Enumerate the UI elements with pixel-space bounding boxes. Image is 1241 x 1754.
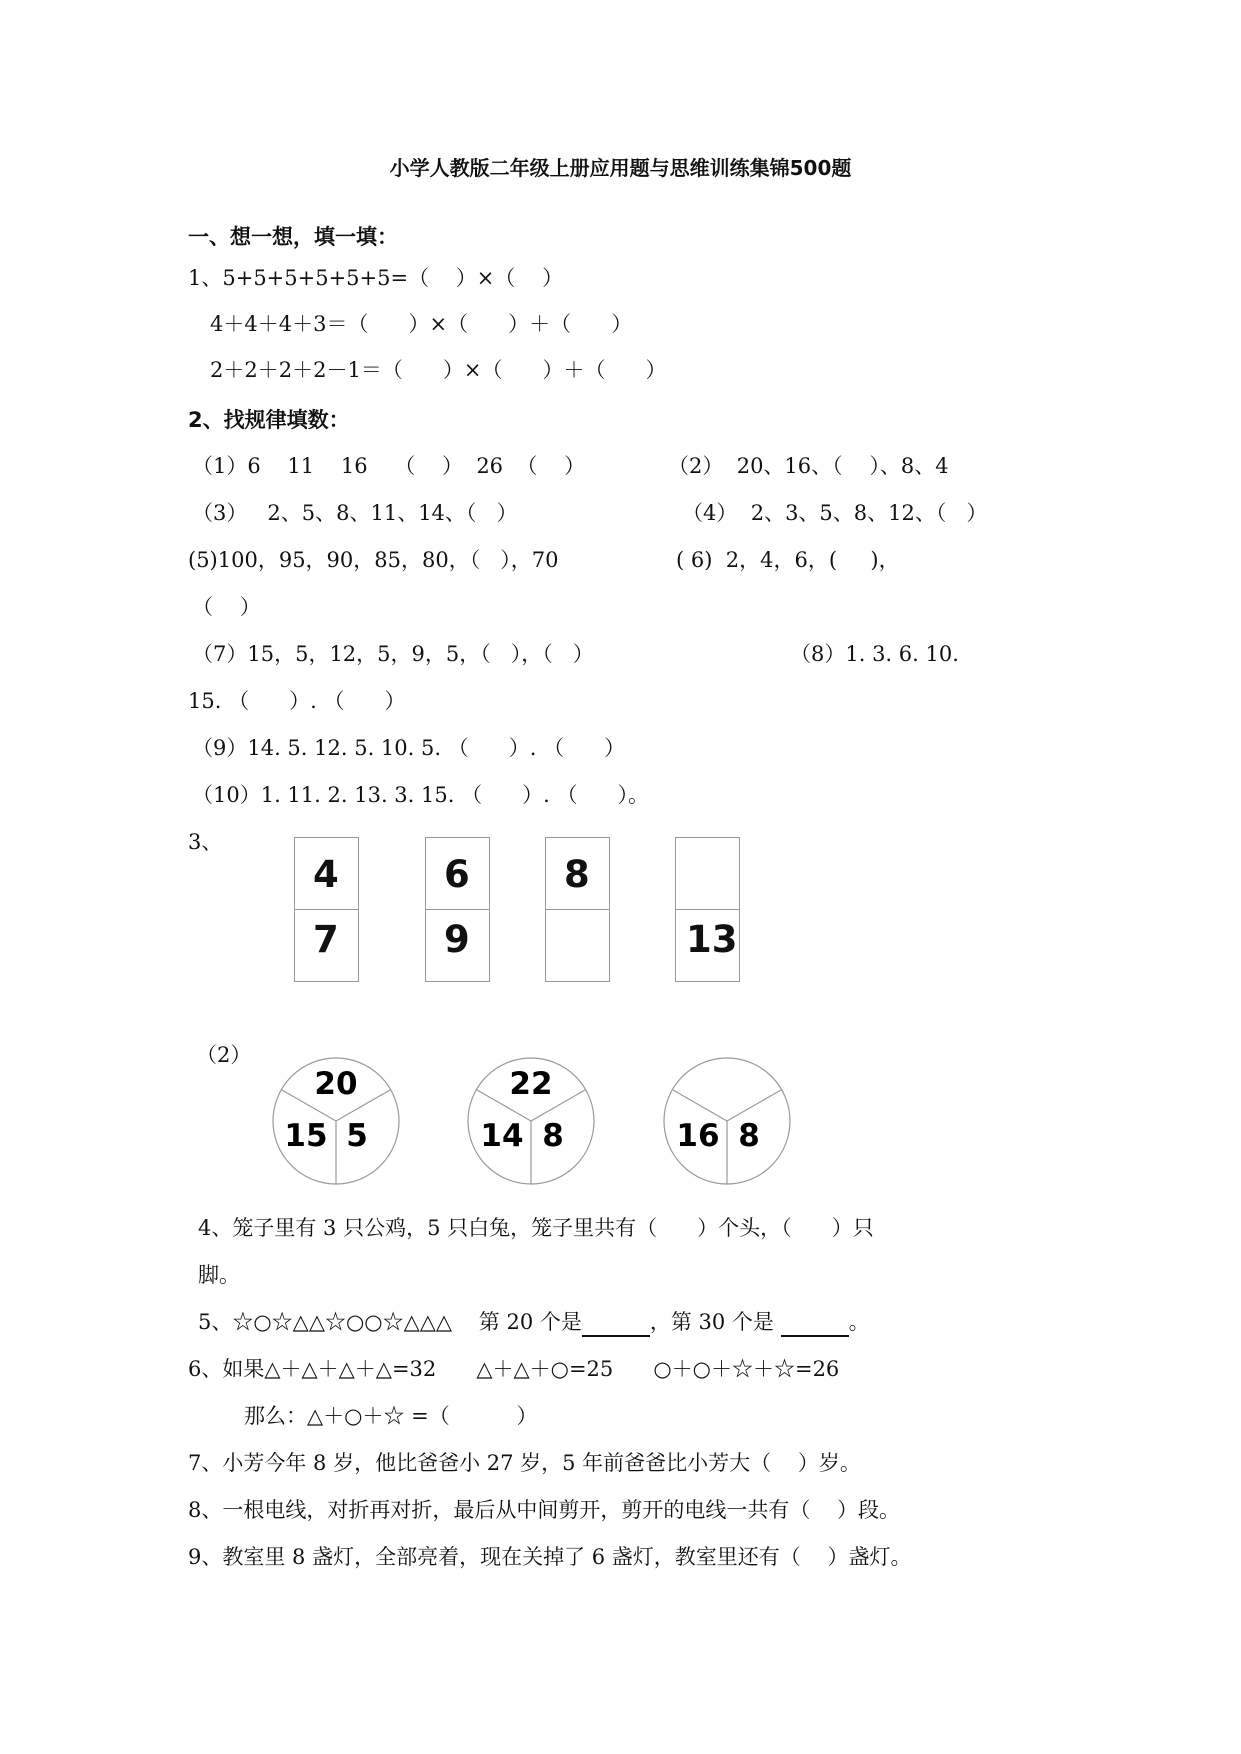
box-1-bottom: 7 xyxy=(313,918,339,961)
q2-heading: 2、找规律填数： xyxy=(188,408,350,432)
q5-blank-2 xyxy=(781,1313,849,1337)
q3-label: 3、 xyxy=(188,830,223,854)
q9: 9、教室里 8 盏灯，全部亮着，现在关掉了 6 盏灯，教室里还有（ ）盏灯。 xyxy=(188,1545,912,1569)
q7: 7、小芳今年 8 岁，他比爸爸小 27 岁，5 年前爸爸比小芳大（ ）岁。 xyxy=(188,1451,861,1475)
q2-line-1-left: （1）6 11 16 （ ） 26 （ ） xyxy=(192,454,586,478)
page-title: 小学人教版二年级上册应用题与思维训练集锦500题 xyxy=(389,156,852,180)
circle-3-right: 8 xyxy=(738,1118,760,1154)
q4-line-1: 4、笼子里有 3 只公鸡，5 只白兔，笼子里共有（ ）个头，（ ）只 xyxy=(198,1216,874,1240)
q2-line-3-right: ( 6) 2，4，6，( )， xyxy=(676,548,900,572)
circle-3-left: 16 xyxy=(676,1118,720,1154)
q3-sub-label: （2） xyxy=(196,1043,252,1067)
q4-line-2: 脚。 xyxy=(198,1263,240,1287)
q6-line-2: 那么：△＋○＋☆ =（ ） xyxy=(244,1404,538,1428)
q2-line-1-right: （2） 20、16、（ ）、8、4 xyxy=(668,454,949,478)
q6-line-1: 6、如果△＋△＋△＋△=32 △＋△＋○=25 ○＋○＋☆＋☆=26 xyxy=(188,1357,840,1381)
q5-blank-1 xyxy=(582,1313,650,1337)
box-2-bottom: 9 xyxy=(444,918,470,961)
q2-line-8: （10）1. 11. 2. 13. 3. 15. （ ）. （ ）。 xyxy=(192,783,650,807)
q2-line-3-left: (5)100，95，90，85，80，（ ），70 xyxy=(188,548,559,572)
circle-1-right: 5 xyxy=(346,1118,368,1154)
q1-line-1: 1、5+5+5+5+5+5=（ ）×（ ） xyxy=(188,266,564,290)
box-4-bottom: 13 xyxy=(686,918,738,961)
circle-2-right: 8 xyxy=(542,1118,564,1154)
q2-line-4: （ ） xyxy=(192,595,261,619)
q2-line-7: （9）14. 5. 12. 5. 10. 5. （ ）. （ ） xyxy=(192,736,626,760)
q5-line xyxy=(198,1307,870,1337)
q2-line-6: 15. （ ）. （ ） xyxy=(188,689,406,713)
circle-1-top: 20 xyxy=(314,1066,358,1102)
q2-line-2-right: （4） 2、3、5、8、12、（ ） xyxy=(682,501,988,525)
box-3-top: 8 xyxy=(564,853,590,896)
q2-line-2-left: （3） 2、5、8、11、14、（ ） xyxy=(192,501,518,525)
box-2-top: 6 xyxy=(444,853,470,896)
circle-2-left: 14 xyxy=(480,1118,524,1154)
circle-2-top: 22 xyxy=(509,1066,553,1102)
box-1-top: 4 xyxy=(313,853,339,896)
q5-text: 5、☆○☆△△☆○○☆△△△ 第 20 个是 xyxy=(198,1310,582,1334)
section-heading: 一、想一想，填一填： xyxy=(188,225,398,249)
q2-line-5-right: （8）1. 3. 6. 10. xyxy=(790,642,959,666)
q8: 8、一根电线，对折再对折，最后从中间剪开，剪开的电线一共有（ ）段。 xyxy=(188,1498,901,1522)
q1-line-2: 4＋4＋4＋3＝（ ）×（ ）＋（ ） xyxy=(210,312,633,336)
q1-line-3: 2＋2＋2＋2－1＝（ ）×（ ）＋（ ） xyxy=(210,358,667,382)
q5-mid: ，第 30 个是 xyxy=(649,1310,781,1334)
q5-end: 。 xyxy=(848,1310,870,1334)
q2-line-5-left: （7）15，5，12，5，9，5，（ ），（ ） xyxy=(192,642,594,666)
circle-1-left: 15 xyxy=(284,1118,328,1154)
